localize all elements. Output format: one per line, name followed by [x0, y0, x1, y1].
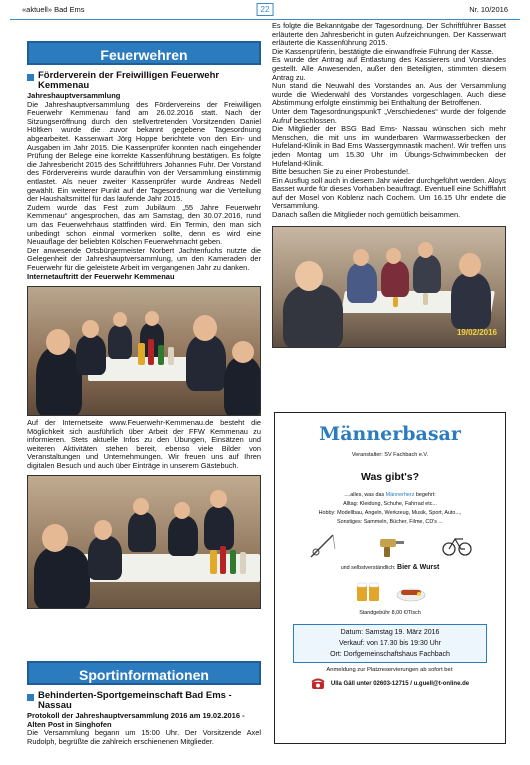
ad-contact: Ulla Gäll unter 02603-12715 / u.guell@t-online.de — [330, 681, 470, 687]
ad-illustrations — [289, 531, 491, 559]
drill-icon — [374, 531, 406, 559]
ad-organizer: Veranstalter: SV Fachbach e.V. — [351, 452, 429, 458]
article-title-text: Behinderten-Sportgemeinschaft Bad Ems - Nassau — [38, 690, 232, 711]
paragraph: Ein Ausflug soll auch in diesem Jahr wieder durchgeführt werden. Aloys Basset wurde für dieses Vorhaben beauftragt. Eventuell eine Schifffahrt auf der Mosel von Koblenz nach Cochem. Um 16.15 Uhr endete die Versammlung. — [272, 175, 506, 211]
maennerbasar-advertisement — [274, 412, 506, 744]
ad-intro-post: begehrt: — [414, 492, 436, 498]
article-title-bsg — [27, 691, 261, 711]
paragraph: Nun stand die Neuwahl des Vorstandes an. Aus der Versammlung wurde die Wiederwahl des Vorstandes vorgeschlagen. Auch diese Abstimmung erfolgte einstimmig bei Enthaltung der Betroffenen. — [272, 81, 506, 108]
ad-time: Verkauf: von 17.30 bis 19:30 Uhr — [339, 640, 441, 647]
ad-food-illustrations — [289, 577, 491, 605]
ad-line-alltag: Alltag: Kleidung, Schuhe, Fahrrad etc... — [343, 501, 437, 507]
ad-intro-highlight: Männerherz — [385, 492, 415, 498]
ad-place: Ort: Dorfgemeinschaftshaus Fachbach — [330, 651, 450, 658]
header-issue: Nr. 10/2016 — [469, 5, 508, 14]
ad-intro-pre: ....alles, was das — [344, 492, 386, 498]
page-header — [10, 0, 520, 20]
subhead-protokoll: Protokoll der Jahreshauptversammlung 2016 am 19.02.2016 - Alten Post in Singhofen — [27, 711, 245, 729]
left-column — [27, 41, 261, 609]
paragraph: Es wurde der Antrag auf Entlastung des Kassierers und Vorstandes gestellt. Alle Anwesenden, außer den Beteiligten, stimmten diesem Antrag zu. — [272, 55, 506, 82]
ad-food-pre: und selbstverständlich: — [340, 565, 398, 571]
ad-line-sonstiges: Sonstiges: Sammeln, Bücher, Filme, CD's ... — [337, 519, 443, 525]
telephone-icon — [311, 678, 325, 690]
title-bullet-icon — [27, 74, 34, 81]
ad-date-box — [293, 624, 487, 663]
photo-bsg-members — [272, 226, 506, 348]
fishing-rod-icon — [307, 531, 339, 559]
page-number: 22 — [257, 3, 274, 16]
section-title-sportinformationen: Sportinformationen — [27, 661, 261, 685]
right-column — [272, 22, 506, 348]
photo-date-stamp: 19/02/2016 — [456, 327, 497, 337]
paragraph: Der anwesende Ortsbürgermeister Norbert Jachtenfuchs nutzte die Gelegenheit der Jahreshauptversammlung, um den Kameraden der Feuerwehr für die geleistete Arbeit im vergangenen Jahr zu danken. — [27, 245, 261, 272]
section-title-feuerwehren: Feuerwehren — [27, 41, 261, 65]
ad-food: Bier & Wurst — [397, 564, 440, 571]
paragraph: Bitte besuchen Sie zu einer Probestunde!. — [272, 167, 411, 177]
ad-question: Was gibt's? — [360, 471, 420, 483]
ad-intro — [281, 491, 499, 500]
sausage-plate-icon — [395, 577, 427, 605]
paragraph: Die Mitglieder der BSG Bad Ems- Nassau wünschen sich mehr Menschen, die mit uns im wunderbaren Warmwasserbecken der Hufeland-Klinik in Bad Ems Wassergymnastik machen!. Wir treffen uns jeden Montag um 15.30 Uhr im Übungs-Schwimmbecken der Hufeland-Klinik. — [272, 124, 506, 168]
title-bullet-icon — [27, 694, 34, 701]
photo-firefighters-meeting-1 — [27, 286, 261, 416]
sport-section — [27, 661, 261, 746]
paragraph: Auf der Internetseite www.Feuerwehr-Kemmenau.de besteht die Möglichkeit sich ausführlich über Arbeit der FFW Kemmenau zu informieren. Stets aktuelle Infos zu den Übungen, Einsätzen und weiteren Aktivitäten stehen bereit, ebenso viele Bilder von Veranstaltungen und Unternehmungen. Wir freuen uns auf Ihren digitalen Besuch und auch über Einträge in unserem Gästebuch. — [27, 418, 261, 471]
ad-notice: Anmeldung zur Platzreservierungen ab sofort bei: — [326, 667, 454, 673]
subhead-jahreshauptversammlung: Jahreshauptversammlung — [27, 91, 121, 100]
beer-mugs-icon — [353, 577, 385, 605]
paragraph: Es folgte die Bekanntgabe der Tagesordnung. Der Schriftführer Basset erläuterte den Jahresbericht in guten Aufzeichnungen. Der Kassenwart erläuterte die Kassenführung 2015. — [272, 21, 506, 48]
article-title-foerderverein — [27, 71, 261, 91]
paragraph: Unter dem TagesordnungspunkT „Verschiedenes“ wurde der folgende Aufruf beschlossen. — [272, 106, 506, 125]
bicycle-icon — [441, 531, 473, 559]
ad-fee: Standgebühr 8,00 €/Tisch — [359, 610, 421, 616]
ad-title: Männerbasar — [319, 423, 461, 445]
subhead-internetauftritt: Internetauftritt der Feuerwehr Kemmenau — [27, 272, 175, 282]
article-title-text: Förderverein der Freiwilligen Feuerwehr Kemmenau — [38, 70, 220, 91]
paragraph: Danach saßen die Mitglieder noch gemütlich beisammen. — [272, 210, 461, 220]
ad-date: Datum: Samstag 19. März 2016 — [340, 629, 440, 636]
header-publication: «aktuell» Bad Ems — [22, 5, 85, 14]
ad-contact-line — [281, 678, 499, 690]
paragraph: Zudem wurde das Fest zum Jubiläum „55 Jahre Feuerwehr Kemmenau“ angesprochen, das am Samstag, den 30.07.2016, rund um das Feuerwehrhaus stattfinden wird. Ein Termin, den man sich unbedingt schon einmal vormerken sollte, denn es wird eine Neuauflage der beliebten Kölschen Feuerwehrnacht geben. — [27, 202, 261, 247]
paragraph: Die Jahreshauptversammlung des Fördervereins der Freiwilligen Feuerwehr Kemmenau fand am 26.02.2016 statt. Nach der Sitzungseröffnung durch den stellvertretenden Vorsitzenden Daniel Höltken wurde die zuvor bekannt gegebene Tagesordnung abgearbeitet. Kassenwart Jörg Hoppe berichtete von den Ein- und Ausgaben im Jahr 2015. Die Kassenprüfer konnten nach eingehender Prüfung der Belege eine korrekte Kassenführung bestätigen. Es folgte die Jahresbericht 2015 des Schriftführers Johannes Fuhr. Der Vorstand des Fördervereins wurde daraufhin von der Versammlung einstimmig entlastet. Als neuer zweiter Kassenprüfer wurde Andreas Nedell gewählt. Ein weiterer Punkt auf der Tagesordnung war die Verteilung der Haushaltsmittel für das laufende Jahr 2015. — [27, 99, 261, 204]
paragraph: Die Kassenprüferin, bestätigte die einwandfreie Führung der Kasse. — [272, 46, 494, 56]
ad-line-hobby: Hobby: Modellbau, Angeln, Werkzeug, Musik, Sport, Auto..., — [318, 510, 462, 516]
ad-food-line — [281, 563, 499, 573]
photo-firefighters-meeting-2 — [27, 475, 261, 609]
paragraph: Die Versammlung begann um 15:00 Uhr. Der Vorsitzende Axel Rudolph, begrüßte die zahlreich erschienenen Mitglieder. — [27, 728, 261, 746]
